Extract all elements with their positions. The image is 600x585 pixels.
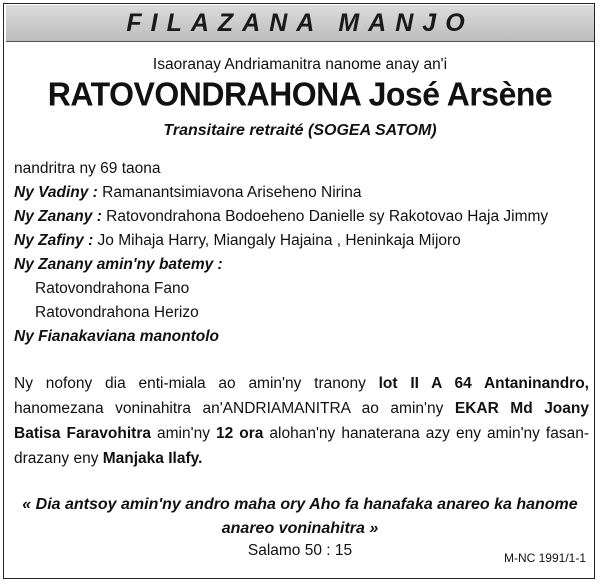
notice-banner xyxy=(6,5,594,42)
deceased-profession: Transitaire retraité (SOGEA SATOM) xyxy=(163,122,437,139)
family-zafiny xyxy=(14,232,461,250)
zafiny-label: Ny Zafiny : xyxy=(14,232,94,249)
funeral-text-3: amin'ny xyxy=(150,425,216,442)
family-vadiny xyxy=(14,184,362,202)
bible-quote: « Dia antsoy amin'ny andro maha ory Aho fa hanafaka anareo ka hanome anareo voninahitra » xyxy=(22,496,578,537)
fianakaviana-line: Ny Fianakaviana manontolo xyxy=(14,328,219,345)
vadiny-label: Ny Vadiny : xyxy=(14,184,98,201)
funeral-paragraph xyxy=(14,371,589,471)
deceased-name: RATOVONDRAHONA José Arsène xyxy=(47,75,553,113)
banner-title: FILAZANA MANJO xyxy=(126,8,474,37)
zanany-batemy-label: Ny Zanany amin'ny batemy : xyxy=(14,256,223,273)
zafiny-value: Jo Mihaja Harry, Miangaly Hajaina , Heninkaja Mijoro xyxy=(97,232,461,249)
funeral-text-1: Ny nofony dia enti-miala ao amin'ny tranony xyxy=(14,375,379,392)
family-zanany xyxy=(14,208,548,226)
funeral-burial-place: Manjaka Ilafy. xyxy=(102,450,203,467)
funeral-address: lot II A 64 Antaninandro, xyxy=(378,375,589,392)
intro-line: Isaoranay Andriamanitra nanome anay an'i xyxy=(152,56,448,73)
batemy-name-2: Ratovondrahona Herizo xyxy=(35,304,199,321)
age-line: nandritra ny 69 taona xyxy=(14,160,161,177)
funeral-church: EKAR Md Joany Batisa Faravohitra xyxy=(14,400,589,442)
vadiny-value: Ramanantsimiavona Ariseheno Nirina xyxy=(102,184,362,201)
psalm-reference: Salamo 50 : 15 xyxy=(247,542,353,559)
funeral-time: 12 ora xyxy=(215,425,264,442)
notice-reference-code: M-NC 1991/1-1 xyxy=(503,551,586,565)
batemy-name-1: Ratovondrahona Fano xyxy=(35,280,190,297)
funeral-text-2: hanomezana voninahitra an'ANDRIAMANITRA ao amin'ny xyxy=(14,400,455,417)
zanany-value: Ratovondrahona Bodoeheno Danielle sy Rakotovao Haja Jimmy xyxy=(106,208,549,225)
funeral-text-4: alohan'ny hanaterana azy eny amin'ny fasan-drazany eny xyxy=(14,425,590,467)
zanany-label: Ny Zanany : xyxy=(14,208,102,225)
